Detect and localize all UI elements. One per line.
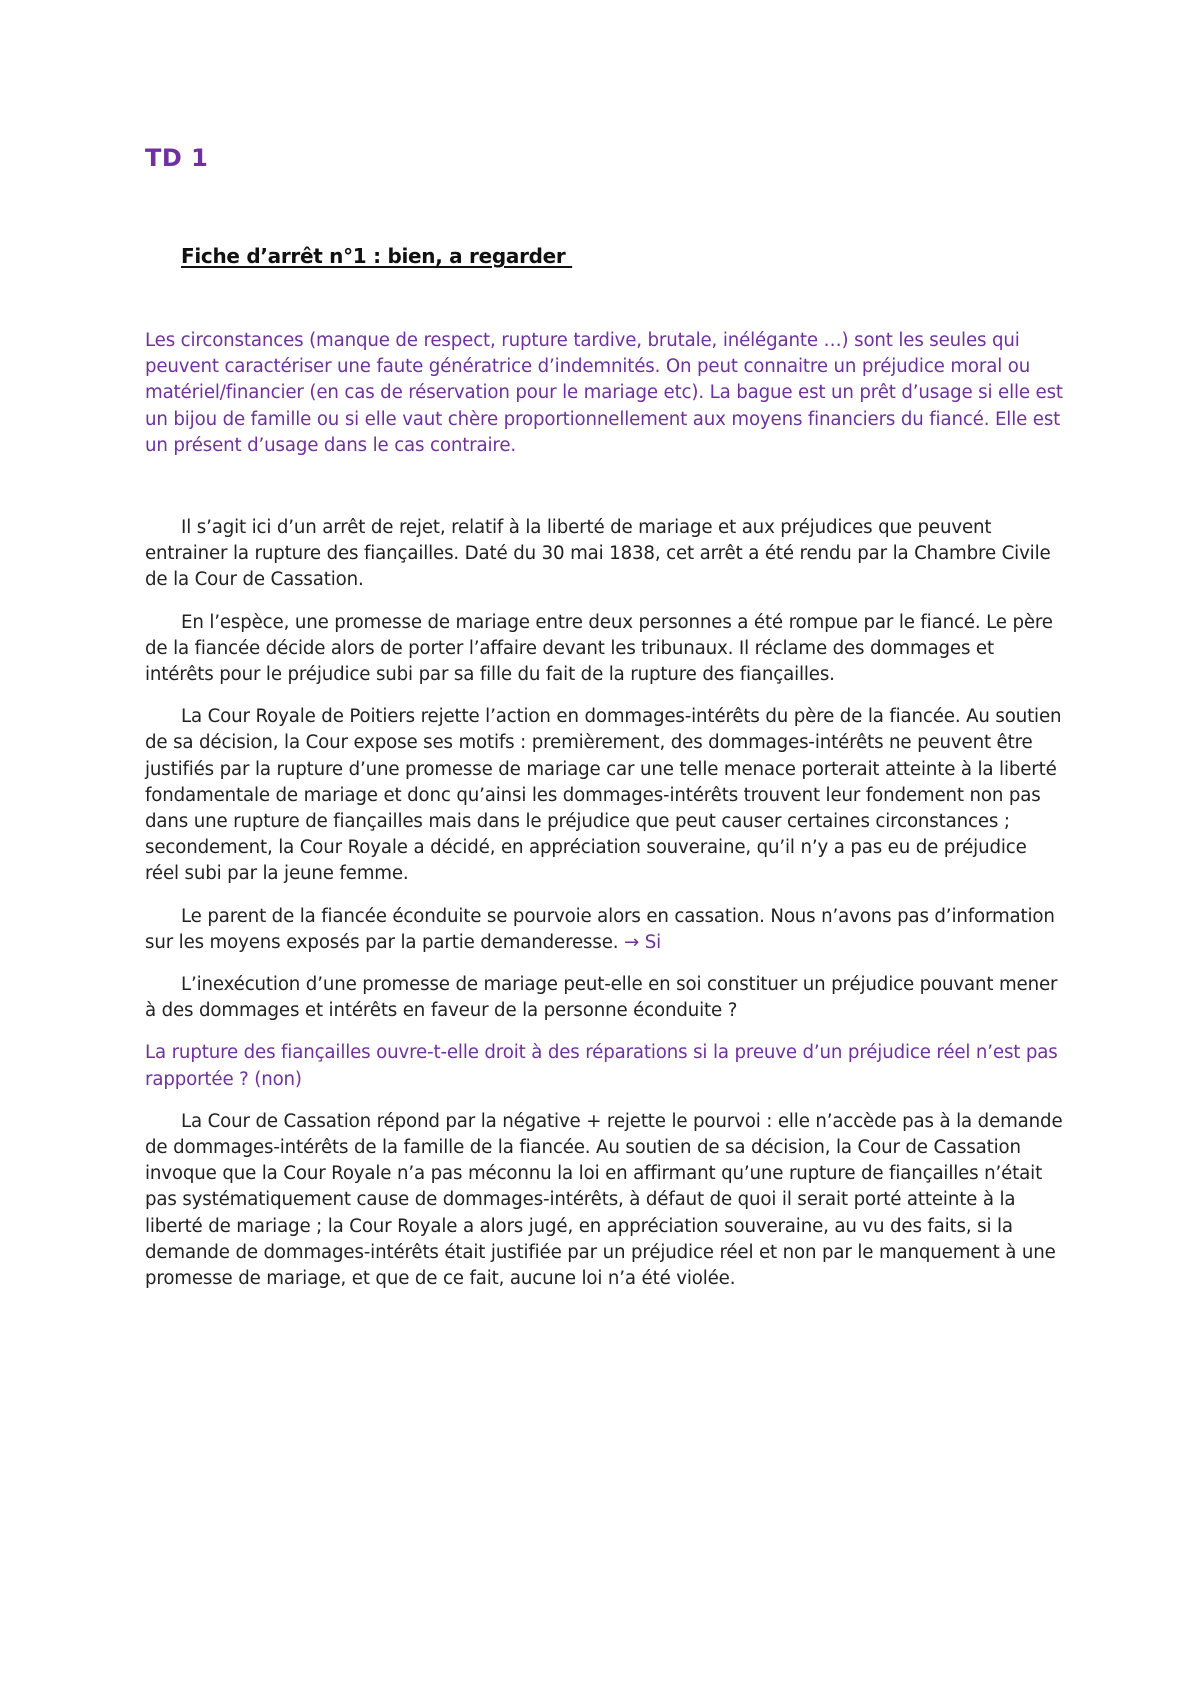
fiche-heading: Fiche d’arrêt n°1 : bien, a regarder <box>181 244 573 268</box>
paragraph-appeal <box>145 904 1065 956</box>
document-body <box>145 328 1065 1308</box>
appeal-annotation: → Si <box>624 931 662 953</box>
document-title: TD 1 <box>145 144 209 172</box>
appeal-text: Le parent de la fiancée éconduite se pourvoie alors en cassation. Nous n’avons pas d’information sur les moyens exposés par la partie demanderesse. <box>145 905 1055 953</box>
paragraph-legal-question: L’inexécution d’une promesse de mariage peut-elle en soi constituer un préjudice pouvant mener à des dommages et intérêts en faveur de la personne éconduite ? <box>145 974 1058 1022</box>
paragraph-intro: Il s’agit ici d’un arrêt de rejet, relatif à la liberté de mariage et aux préjudices que peuvent entrainer la rupture des fiançailles. Daté du 30 mai 1838, cet arrêt a été rendu par la Chambre Civile de la Cour de Cassation. <box>145 517 1051 591</box>
paragraph-procedure: La Cour Royale de Poitiers rejette l’action en dommages-intérêts du père de la fiancée. Au soutien de sa décision, la Cour expose ses motifs : premièrement, des dommages-intérêts ne peuvent être justifiés par la rupture d’une promesse de mariage car une telle menace porterait atteinte à la liberté fondamentale de mariage et donc qu’ainsi les dommages-intérêts trouvent leur fondement non pas dans une rupture de fiançailles mais dans le préjudice que peut causer certaines circonstances ; secondement, la Cour Royale a décidé, en appréciation souveraine, qu’il n’y a pas eu de préjudice réel subi par la jeune femme. <box>145 706 1062 885</box>
paragraph-solution: La Cour de Cassation répond par la négative + rejette le pourvoi : elle n’accède pas à la demande de dommages-intérêts de la famille de la fiancée. Au soutien de sa décision, la Cour de Cassation invoque que la Cour Royale n’a pas méconnu la loi en affirmant qu’une rupture de fiançailles n’était pas systématiquement cause de dommages-intérêts, à défaut de quoi il serait porté atteinte à la liberté de mariage ; la Cour Royale a alors jugé, en appréciation souveraine, au vu des faits, si la demande de dommages-intérêts était justifiée par un préjudice réel et non par le manquement à une promesse de mariage, et que de ce fait, aucune loi n’a été violée. <box>145 1110 1063 1290</box>
legal-question-annotation: La rupture des fiançailles ouvre-t-elle droit à des réparations si la preuve d’un préjudice réel n’est pas rapportée ? (non) <box>145 1042 1058 1090</box>
paragraph-facts: En l’espèce, une promesse de mariage entre deux personnes a été rompue par le fiancé. Le père de la fiancée décide alors de porter l’affaire devant les tribunaux. Il réclame des dommages et intérêts pour le préjudice subi par sa fille du fait de la rupture des fiançailles. <box>145 611 1053 686</box>
annotation-note: Les circonstances (manque de respect, rupture tardive, brutale, inélégante …) sont les seules qui peuvent caractériser une faute génératrice d’indemnités. On peut connaitre un préjudice moral ou matériel/financier (en cas de réservation pour le mariage etc). La bague est un prêt d’usage si elle est un bijou de famille ou si elle vaut chère proportionnellement aux moyens financiers du fiancé. Elle est un présent d’usage dans le cas contraire. <box>145 330 1063 456</box>
